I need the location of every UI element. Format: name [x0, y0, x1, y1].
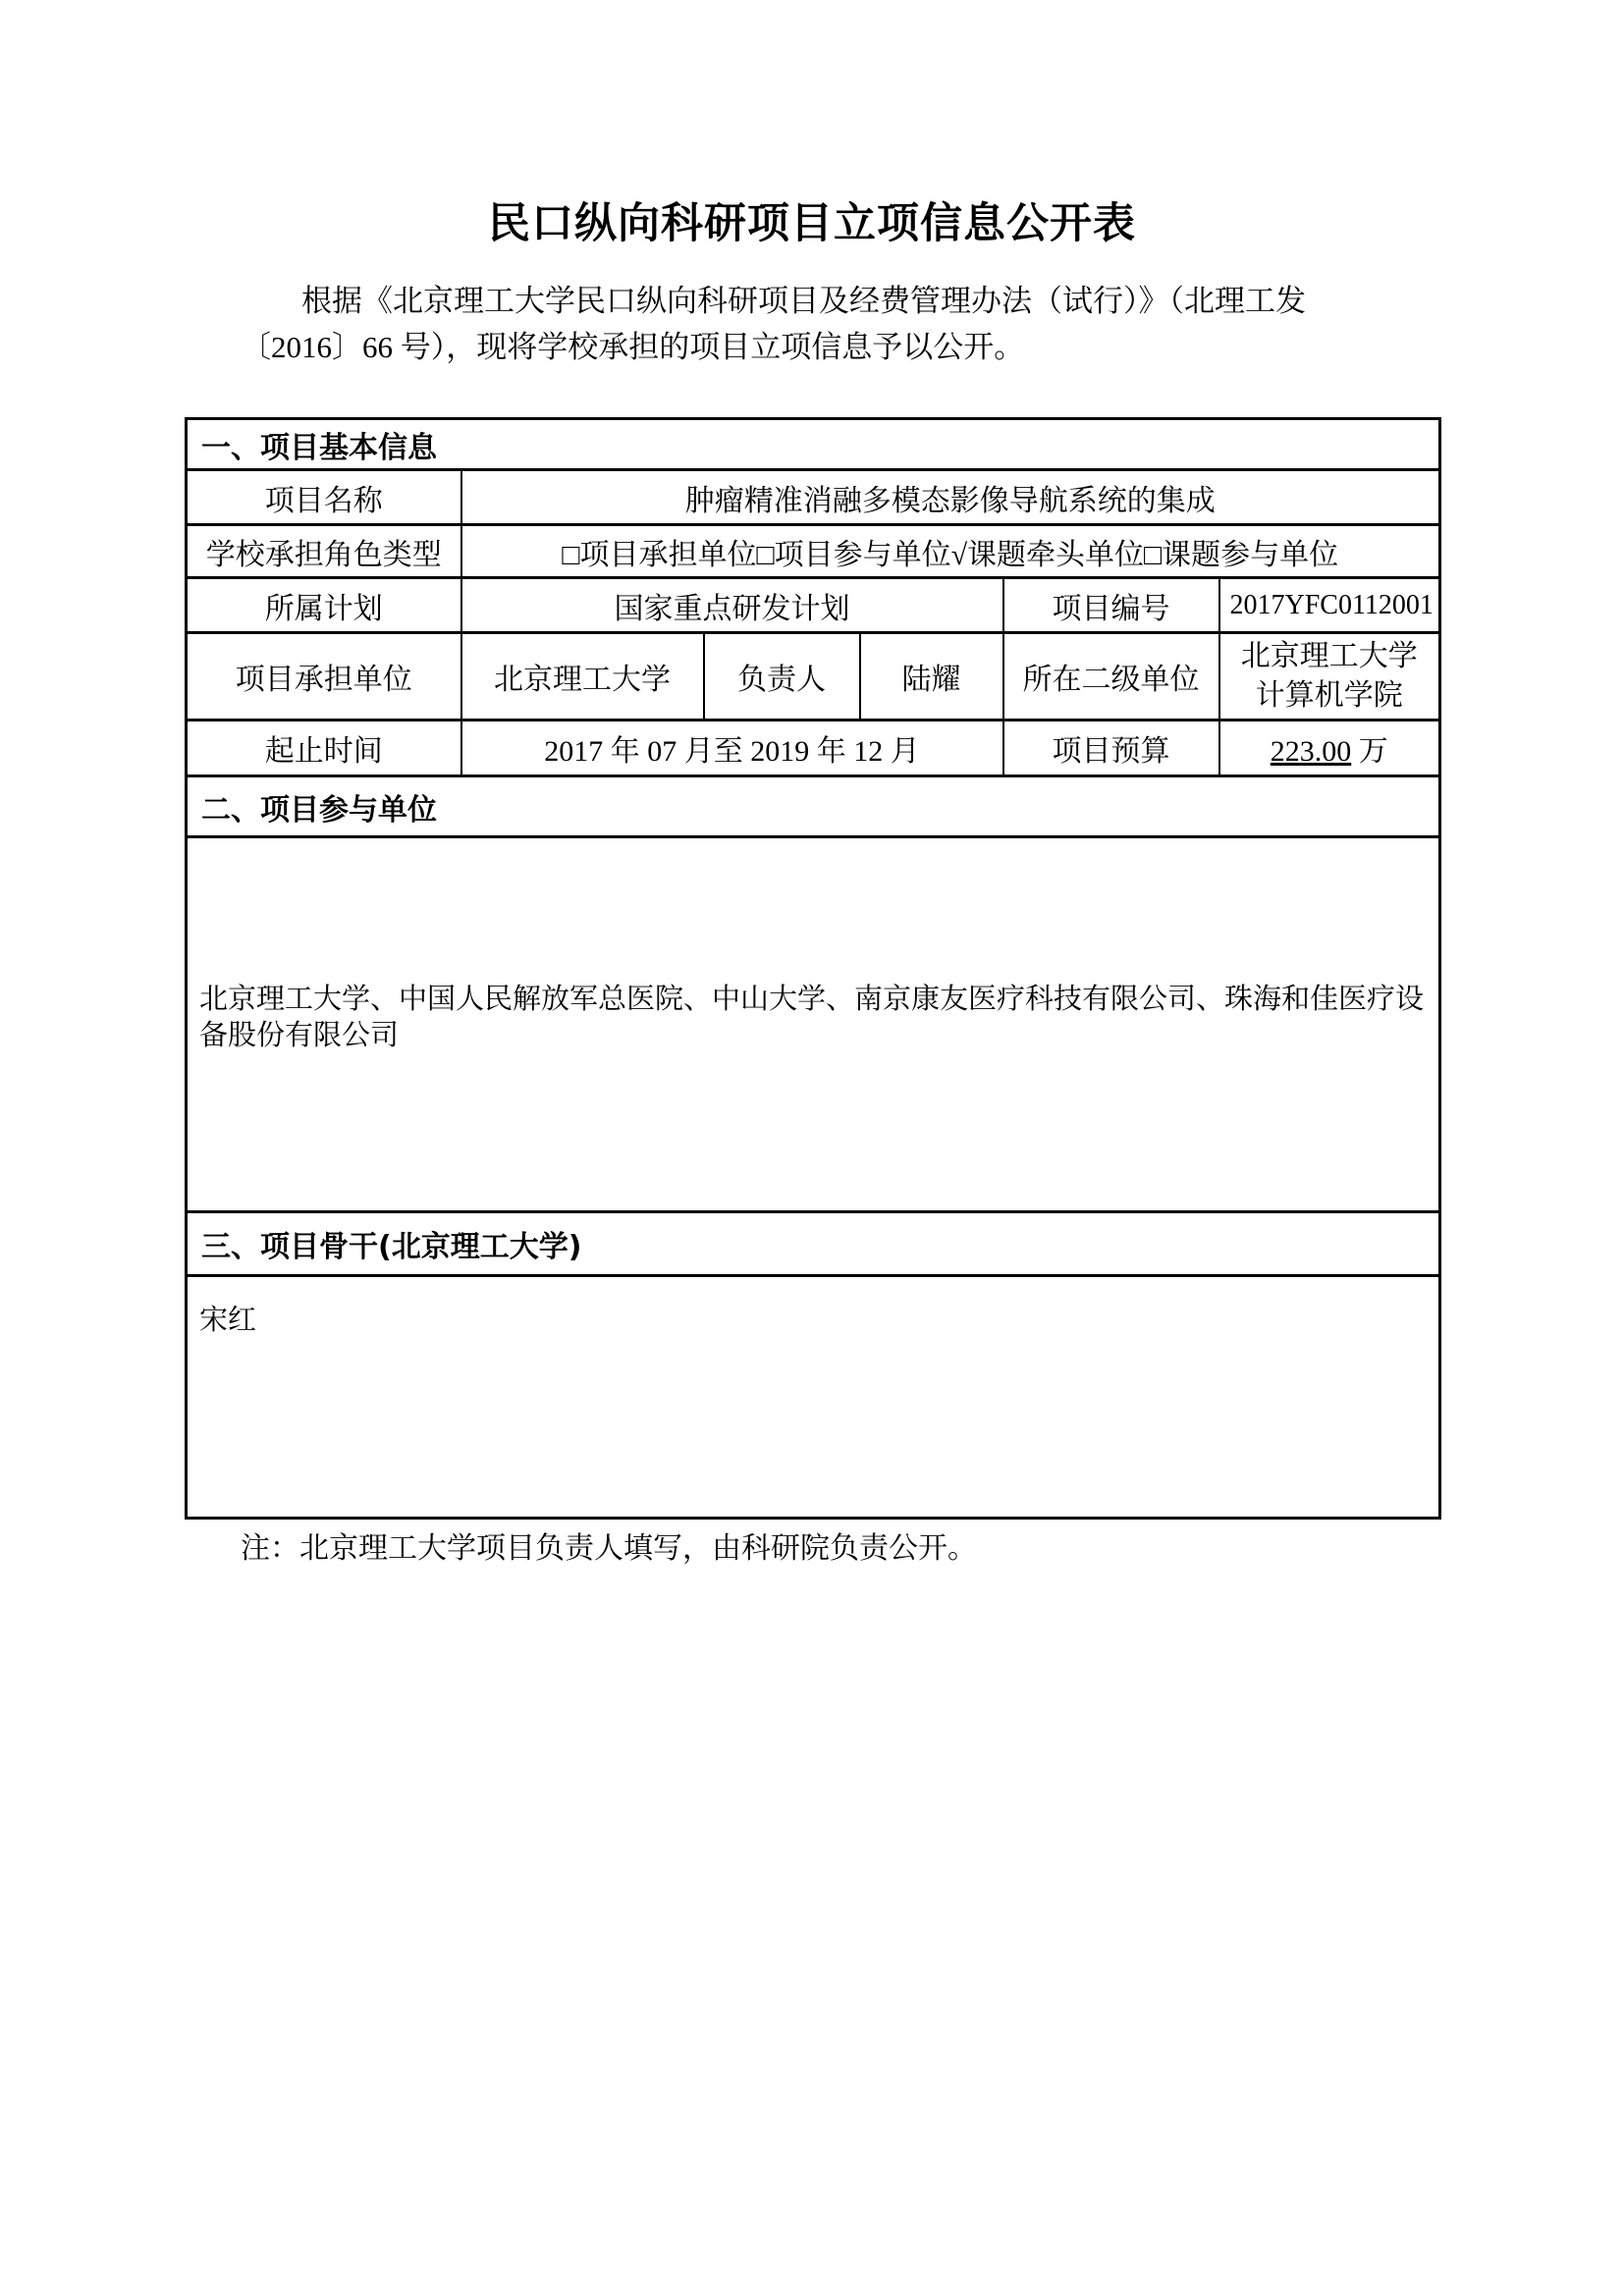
section2-header-row: [187, 776, 1440, 837]
section3-header-row: [187, 1212, 1440, 1276]
period-row: [187, 721, 1440, 776]
leader-label: 负责人: [704, 633, 860, 721]
intro-line-2: 〔2016〕66 号），现将学校承担的项目立项信息予以公开。: [241, 330, 1025, 364]
dept-label: 所在二级单位: [1003, 633, 1219, 721]
backbone-row: [187, 1276, 1440, 1519]
backbone-text: 宋红: [187, 1276, 1440, 1519]
project-name-label: 项目名称: [187, 470, 461, 525]
section3-title: 三、项目骨干(北京理工大学): [187, 1212, 1440, 1276]
role-type-checkboxes: □项目承担单位□项目参与单位√课题牵头单位□课题参与单位: [461, 525, 1440, 578]
participants-text: 北京理工大学、中国人民解放军总医院、中山大学、南京康友医疗科技有限公司、珠海和佳医疗设备股份有限公司: [187, 837, 1440, 1212]
role-type-label: 学校承担角色类型: [187, 525, 461, 578]
budget-value-cell: [1219, 721, 1440, 776]
project-info-table: [185, 417, 1441, 1520]
section1-header-row: [187, 419, 1440, 470]
period-value: 2017 年 07 月至 2019 年 12 月: [461, 721, 1003, 776]
section2-title: 二、项目参与单位: [187, 776, 1440, 837]
section1-title: 一、项目基本信息: [187, 419, 1440, 470]
leader-value: 陆耀: [860, 633, 1003, 721]
participants-row: [187, 837, 1440, 1212]
dept-value-line2: 计算机学院: [1255, 679, 1403, 712]
footer-note: 注：北京理工大学项目负责人填写，由科研院负责公开。: [241, 1532, 977, 1565]
budget-unit: 万: [1351, 735, 1388, 768]
project-code-label: 项目编号: [1003, 578, 1219, 633]
intro-paragraph: [241, 278, 1380, 370]
budget-label: 项目预算: [1003, 721, 1219, 776]
undertaker-row: [187, 633, 1440, 721]
plan-label: 所属计划: [187, 578, 461, 633]
project-code-value: 2017YFC0112001: [1219, 578, 1440, 633]
plan-value: 国家重点研发计划: [461, 578, 1003, 633]
dept-value: [1219, 633, 1440, 721]
intro-line-1: 根据《北京理工大学民口纵向科研项目及经费管理办法（试行）》（北理工发: [301, 284, 1306, 318]
project-name-row: [187, 470, 1440, 525]
undertaker-label: 项目承担单位: [187, 633, 461, 721]
plan-row: [187, 578, 1440, 633]
period-label: 起止时间: [187, 721, 461, 776]
dept-value-line1: 北京理工大学: [1240, 640, 1418, 672]
page-title: 民口纵向科研项目立项信息公开表: [488, 199, 1136, 248]
role-type-row: [187, 525, 1440, 578]
undertaker-value: 北京理工大学: [461, 633, 704, 721]
budget-amount: 223.00: [1270, 735, 1352, 768]
project-name-value: 肿瘤精准消融多模态影像导航系统的集成: [461, 470, 1440, 525]
